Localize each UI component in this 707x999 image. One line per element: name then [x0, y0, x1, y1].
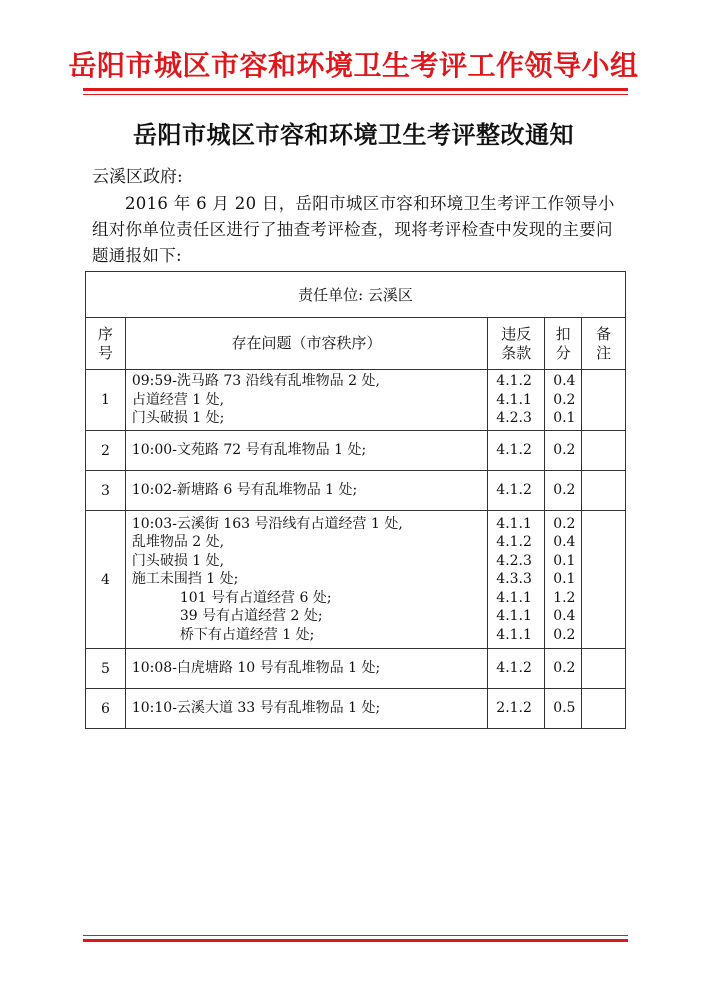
header-rule-thin — [83, 94, 628, 95]
row-number: 2 — [86, 431, 126, 471]
deduction-cell: 0.2 — [545, 471, 582, 511]
row-number: 4 — [86, 511, 126, 649]
issue-cell: 10:00-文苑路 72 号有乱堆物品 1 处; — [125, 431, 487, 471]
deduction-cell: 0.2 — [545, 431, 582, 471]
table-row — [86, 431, 626, 471]
document-title: 岳阳市城区市容和环境卫生考评整改通知 — [133, 120, 574, 149]
remarks-cell — [582, 431, 626, 471]
table-header-row — [86, 318, 626, 370]
remarks-cell — [582, 471, 626, 511]
remarks-cell — [582, 370, 626, 431]
table-row — [86, 649, 626, 689]
clause-cell: 4.1.2 — [488, 649, 545, 689]
footer-rule-thin — [83, 935, 628, 936]
row-number: 1 — [86, 370, 126, 431]
deduction-cell: 0.2 — [545, 649, 582, 689]
issue-cell: 10:03-云溪街 163 号沿线有占道经营 1 处, 乱堆物品 2 处, 门头破损 1 处, 施工未围挡 1 处; 101 号有占道经营 6 处; 39 号有占道经营 2 处; 桥下有占道经营 1 处; — [125, 511, 487, 649]
table-row — [86, 689, 626, 729]
remarks-cell — [582, 649, 626, 689]
issue-cell: 10:08-白虎塘路 10 号有乱堆物品 1 处; — [125, 649, 487, 689]
row-number: 5 — [86, 649, 126, 689]
header-deduction: 扣 分 — [545, 318, 582, 370]
table-row — [86, 370, 626, 431]
org-title: 岳阳市城区市容和环境卫生考评工作领导小组 — [68, 49, 639, 82]
header-issue: 存在问题（市容秩序） — [125, 318, 487, 370]
addressee: 云溪区政府: — [92, 167, 183, 187]
table-row — [86, 511, 626, 649]
header-remarks: 备 注 — [582, 318, 626, 370]
clause-cell: 4.1.2 — [488, 431, 545, 471]
issues-table — [85, 271, 626, 729]
deduction-cell: 0.5 — [545, 689, 582, 729]
issue-cell: 10:02-新塘路 6 号有乱堆物品 1 处; — [125, 471, 487, 511]
header-clause: 违反 条款 — [488, 318, 545, 370]
body-paragraph: 2016 年 6 月 20 日，岳阳市城区市容和环境卫生考评工作领导小组对你单位责任区进行了抽查考评检查，现将考评检查中发现的主要问题通报如下: — [92, 194, 615, 265]
footer-rule-thick — [83, 939, 628, 942]
header-rule-thick — [83, 88, 628, 91]
clause-cell: 2.1.2 — [488, 689, 545, 729]
remarks-cell — [582, 689, 626, 729]
clause-cell: 4.1.2 4.1.1 4.2.3 — [488, 370, 545, 431]
remarks-cell — [582, 511, 626, 649]
header-no: 序 号 — [86, 318, 126, 370]
deduction-cell: 0.4 0.2 0.1 — [545, 370, 582, 431]
clause-cell: 4.1.2 — [488, 471, 545, 511]
table-row — [86, 471, 626, 511]
deduction-cell: 0.2 0.4 0.1 0.1 1.2 0.4 0.2 — [545, 511, 582, 649]
row-number: 6 — [86, 689, 126, 729]
responsible-unit: 责任单位: 云溪区 — [86, 272, 626, 318]
clause-cell: 4.1.1 4.1.2 4.2.3 4.3.3 4.1.1 4.1.1 4.1.1 — [488, 511, 545, 649]
issue-cell: 09:59-洗马路 73 沿线有乱堆物品 2 处, 占道经营 1 处, 门头破损 1 处; — [125, 370, 487, 431]
row-number: 3 — [86, 471, 126, 511]
issue-cell: 10:10-云溪大道 33 号有乱堆物品 1 处; — [125, 689, 487, 729]
